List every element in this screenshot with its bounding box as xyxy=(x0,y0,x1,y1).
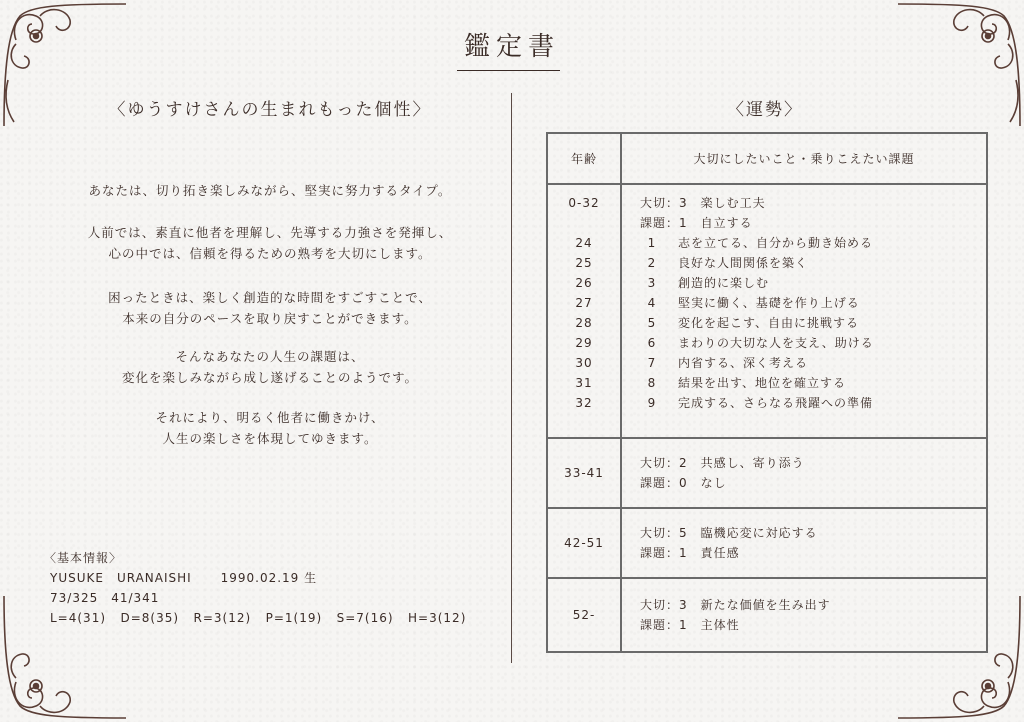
challenge-text: 課題：0 なし xyxy=(640,476,727,490)
age-cell: 52- xyxy=(547,578,621,652)
year-text: 結果を出す、地位を確立する xyxy=(678,376,847,390)
name-text: YUSUKE URANAISHI xyxy=(50,571,192,585)
table-row xyxy=(547,184,987,438)
year-text: 創造的に楽しむ xyxy=(678,276,770,290)
year-number: 8 xyxy=(647,376,657,390)
personality-paragraph xyxy=(40,287,500,329)
year-task xyxy=(640,253,986,273)
corner-ornament-top-right xyxy=(894,0,1024,130)
value-s: S=7(16) xyxy=(336,611,394,625)
year-task xyxy=(640,233,986,253)
age-cell: 33-41 xyxy=(547,438,621,508)
paragraph-line: あなたは、切り拓き楽しみながら、堅実に努力するタイプ。 xyxy=(88,183,452,198)
important-text: 大切：5 臨機応変に対応する xyxy=(640,526,818,540)
year-text: 完成する、さらなる飛躍への準備 xyxy=(678,396,874,410)
table-header-row xyxy=(547,133,987,184)
value-l: L=4(31) xyxy=(50,611,107,625)
year-task xyxy=(640,353,986,373)
basic-info-heading: 〈基本情報〉 xyxy=(44,551,123,565)
value-d: D=8(35) xyxy=(120,611,180,625)
important-text: 大切：3 新たな価値を生み出す xyxy=(640,598,831,612)
personality-heading: 〈ゆうすけさんの生まれもった個性〉 xyxy=(108,100,432,120)
year-number: 5 xyxy=(647,316,657,330)
personality-paragraph xyxy=(40,222,500,264)
fortune-heading: 〈運勢〉 xyxy=(727,100,803,120)
year-text: 変化を起こす、自由に挑戦する xyxy=(678,316,860,330)
age-year: 24 xyxy=(575,236,593,250)
task-cell xyxy=(621,184,987,438)
year-number: 9 xyxy=(647,396,657,410)
page-title: 鑑定書 xyxy=(463,32,560,62)
personality-paragraph xyxy=(40,180,500,201)
age-year: 31 xyxy=(575,376,593,390)
year-text: まわりの大切な人を支え、助ける xyxy=(678,336,874,350)
age-year: 26 xyxy=(575,276,593,290)
year-task xyxy=(640,373,986,393)
paragraph-line: 本来の自分のペースを取り戻すことができます。 xyxy=(122,311,418,326)
personality-paragraph xyxy=(40,346,500,388)
age-cell: 42-51 xyxy=(547,508,621,578)
task-cell xyxy=(621,508,987,578)
title-underline xyxy=(457,70,560,71)
fortune-table xyxy=(546,132,988,653)
year-text: 内省する、深く考える xyxy=(678,356,809,370)
table-row xyxy=(547,578,987,652)
flourish-icon xyxy=(894,0,1024,130)
age-cell xyxy=(547,184,621,438)
paragraph-line: 困ったときは、楽しく創造的な時間をすごすことで、 xyxy=(108,290,432,305)
paragraph-line: 人前では、素直に他者を理解し、先導する力強さを発揮し、 xyxy=(87,225,453,240)
task-cell xyxy=(621,578,987,652)
year-task xyxy=(640,333,986,353)
age-year: 27 xyxy=(575,296,593,310)
paragraph-line: それにより、明るく他者に働きかけ、 xyxy=(155,410,385,425)
header-age: 年齢 xyxy=(547,133,621,184)
year-task xyxy=(640,393,986,413)
value-p: P=1(19) xyxy=(265,611,323,625)
year-task xyxy=(640,313,986,333)
age-year: 32 xyxy=(575,396,593,410)
birth-text: 1990.02.19 生 xyxy=(220,571,318,585)
age-range: 0-32 xyxy=(568,196,600,210)
table-row xyxy=(547,438,987,508)
year-text: 堅実に働く、基礎を作り上げる xyxy=(678,296,860,310)
age-year: 28 xyxy=(575,316,593,330)
year-number: 3 xyxy=(647,276,657,290)
personality-paragraph xyxy=(40,407,500,449)
value-h: H=3(12) xyxy=(408,611,467,625)
important-text: 大切：3 楽しむ工夫 xyxy=(640,196,766,210)
header-task: 大切にしたいこと・乗りこえたい課題 xyxy=(621,133,987,184)
age-year: 29 xyxy=(575,336,593,350)
year-number: 6 xyxy=(647,336,657,350)
value-r: R=3(12) xyxy=(193,611,252,625)
age-year: 25 xyxy=(575,256,593,270)
year-number: 1 xyxy=(647,236,657,250)
important-text: 大切：2 共感し、寄り添う xyxy=(640,456,805,470)
year-number: 2 xyxy=(647,256,657,270)
task-cell xyxy=(621,438,987,508)
table-row xyxy=(547,508,987,578)
paragraph-line: 変化を楽しみながら成し遂げることのようです。 xyxy=(121,370,418,385)
year-text: 良好な人間関係を築く xyxy=(678,256,809,270)
paragraph-line: 人生の楽しさを体現してゆきます。 xyxy=(162,431,378,446)
basic-info-codes: 73/325 41/341 xyxy=(50,591,160,605)
center-divider xyxy=(511,93,512,663)
challenge-text: 課題：1 自立する xyxy=(640,216,753,230)
paragraph-line: そんなあなたの人生の課題は、 xyxy=(175,349,365,364)
paragraph-line: 心の中では、信頼を得るための熟考を大切にします。 xyxy=(108,246,432,261)
year-task xyxy=(640,293,986,313)
challenge-text: 課題：1 主体性 xyxy=(640,618,740,632)
year-task xyxy=(640,273,986,293)
age-year: 30 xyxy=(575,356,593,370)
year-number: 4 xyxy=(647,296,657,310)
year-number: 7 xyxy=(647,356,657,370)
basic-info xyxy=(44,548,466,628)
year-text: 志を立てる、自分から動き始める xyxy=(678,236,874,250)
basic-info-name-row xyxy=(44,568,466,588)
challenge-text: 課題：1 責任感 xyxy=(640,546,740,560)
basic-info-values xyxy=(44,608,466,628)
